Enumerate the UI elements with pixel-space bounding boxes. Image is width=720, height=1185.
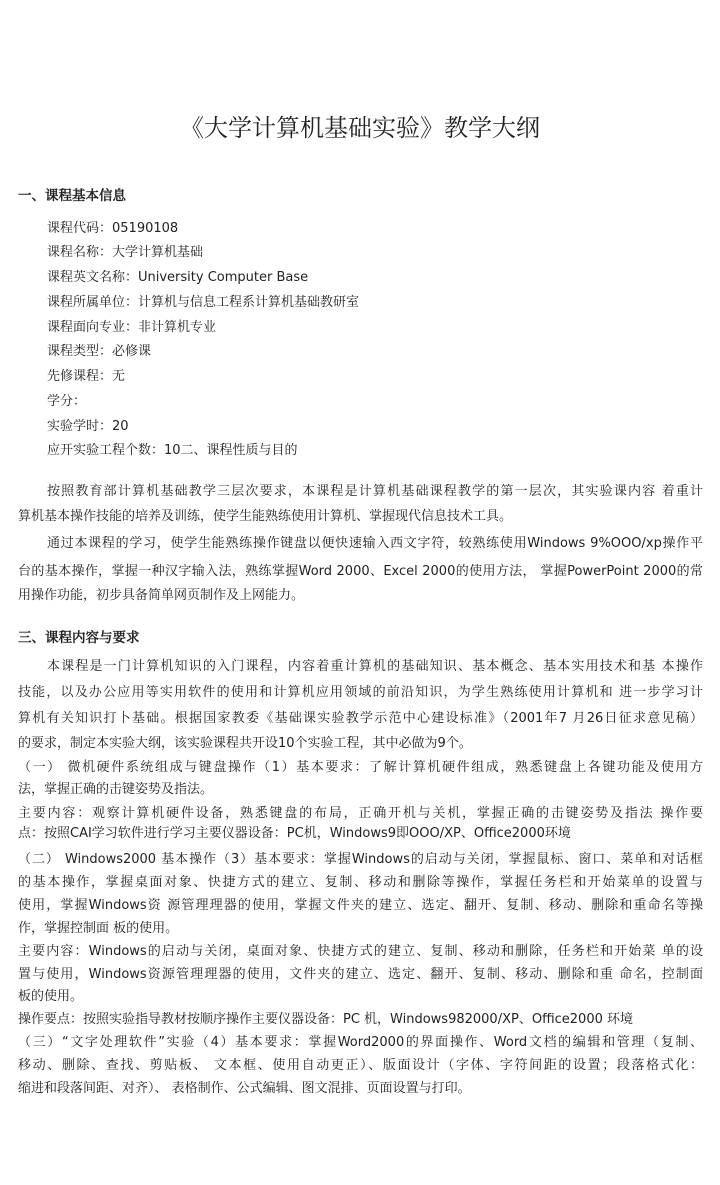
paragraph-line: 作，掌握控制面 板的使用。 <box>18 921 179 936</box>
paragraph-line: 按照教育部计算机基础教学三层次要求，本课程是计算机基础课程教学的第一层次，其实验课内容 着重计 <box>47 484 703 499</box>
paragraph-line: 法，掌握正确的击键姿势及指法。 <box>18 782 214 797</box>
paragraph-line: 用操作功能，初步具备简单网页制作及上网能力。 <box>18 588 305 603</box>
section-heading-content: 三、课程内容与要求 <box>18 630 140 646</box>
paragraph-line: 的要求，制定本实验大纲，该实验课程共开设10个实验工程，其中必做为9个。 <box>18 736 472 751</box>
section-heading-basic-info: 一、课程基本信息 <box>18 188 126 204</box>
paragraph-line: 操作要点：按照实验指导教材按顺序操作主要仪器设备：PC 机，Windows982000/XP、Office2000 环境 <box>18 1012 633 1027</box>
info-line: 课程英文名称：University Computer Base <box>47 270 309 285</box>
paragraph-line: （二） Windows2000 基本操作（3）基本要求：掌握Windows的启动与关闭，掌握鼠标、窗口、菜单和对话框 <box>18 852 703 867</box>
paragraph-line: 移动、删除、查找、剪贴板、 文本框、使用自动更正）、版面设计（字体、字符间距的设置；段落格式化： <box>18 1058 703 1073</box>
paragraph-line: 使用，掌握Windows资 源管理理器的使用，掌握文件夹的建立、选定、翻开、复制、移动、删除和重命名等操 <box>18 898 703 913</box>
paragraph-line: 板的使用。 <box>18 989 84 1004</box>
paragraph-line: 主要内容：观察计算机硬件设备，熟悉键盘的布局，正确开机与关机，掌握正确的击键姿势及指法 操作要 <box>18 806 703 821</box>
paragraph-line: 置与使用，Windows资源管理理器的使用，文件夹的建立、选定、翻开、复制、移动、删除和重 命名，控制面 <box>18 967 703 982</box>
info-line: 课程所属单位：计算机与信息工程系计算机基础教研室 <box>47 295 360 310</box>
paragraph-line: 台的基本操作，掌握一种汉字输入法，熟练掌握Word 2000、Excel 2000的使用方法， 掌握PowerPoint 2000的常 <box>18 564 703 579</box>
paragraph-line: 缩进和段落间距、对齐）、 表格制作、公式编辑、图文混排、页面设置与打印。 <box>18 1081 471 1096</box>
info-line: 课程面向专业：非计算机专业 <box>47 320 217 335</box>
info-line: 课程代码：05190108 <box>47 221 179 236</box>
document-title: 《大学计算机基础实验》教学大纲 <box>180 114 540 142</box>
paragraph-line: 算机基本操作技能的培养及训练，使学生能熟练使用计算机、掌握现代信息技术工具。 <box>18 509 513 524</box>
paragraph-line: （一） 微机硬件系统组成与键盘操作（1）基本要求：了解计算机硬件组成，熟悉键盘上各键功能及使用方 <box>18 760 703 775</box>
paragraph-line: 本课程是一门计算机知识的入门课程，内容着重计算机的基础知识、基本概念、基本实用技术和基 本操作 <box>47 659 703 674</box>
paragraph-line: 点：按照CAI学习软件进行学习主要仪器设备：PC机，Windows9即OOO/XP、Office2000环境 <box>18 826 571 841</box>
info-line: 课程类型：必修课 <box>47 344 152 359</box>
info-line: 先修课程：无 <box>47 369 126 384</box>
paragraph-line: 通过本课程的学习，使学生能熟练操作键盘以便快速输入西文字符，较熟练使用Windows 9%OOO/xp操作平 <box>47 536 703 551</box>
paragraph-line: （三）“文字处理软件”实验（4）基本要求：掌握Word2000的界面操作、Word文档的编辑和管理（复制、 <box>18 1035 703 1050</box>
paragraph-line: 算机有关知识打卜基础。根据国家教委《基础课实验教学示范中心建设标准》（2001年7 月26日征求意见稿） <box>18 711 703 726</box>
info-line: 课程名称：大学计算机基础 <box>47 245 204 260</box>
paragraph-line: 技能，以及办公应用等实用软件的使用和计算机应用领域的前沿知识，为学生熟练使用计算机和 进一步学习计 <box>18 685 703 700</box>
paragraph-line: 主要内容：Windows的启动与关闭，桌面对象、快捷方式的建立、复制、移动和删除，任务栏和开始菜 单的设 <box>18 944 703 959</box>
paragraph-line: 的基本操作，掌握桌面对象、快捷方式的建立、复制、移动和删除等操作，掌握任务栏和开始菜单的设置与 <box>18 875 703 890</box>
info-line: 应开实验工程个数：10二、课程性质与目的 <box>47 443 298 458</box>
info-line: 学分： <box>47 394 87 409</box>
info-line: 实验学时：20 <box>47 419 129 434</box>
